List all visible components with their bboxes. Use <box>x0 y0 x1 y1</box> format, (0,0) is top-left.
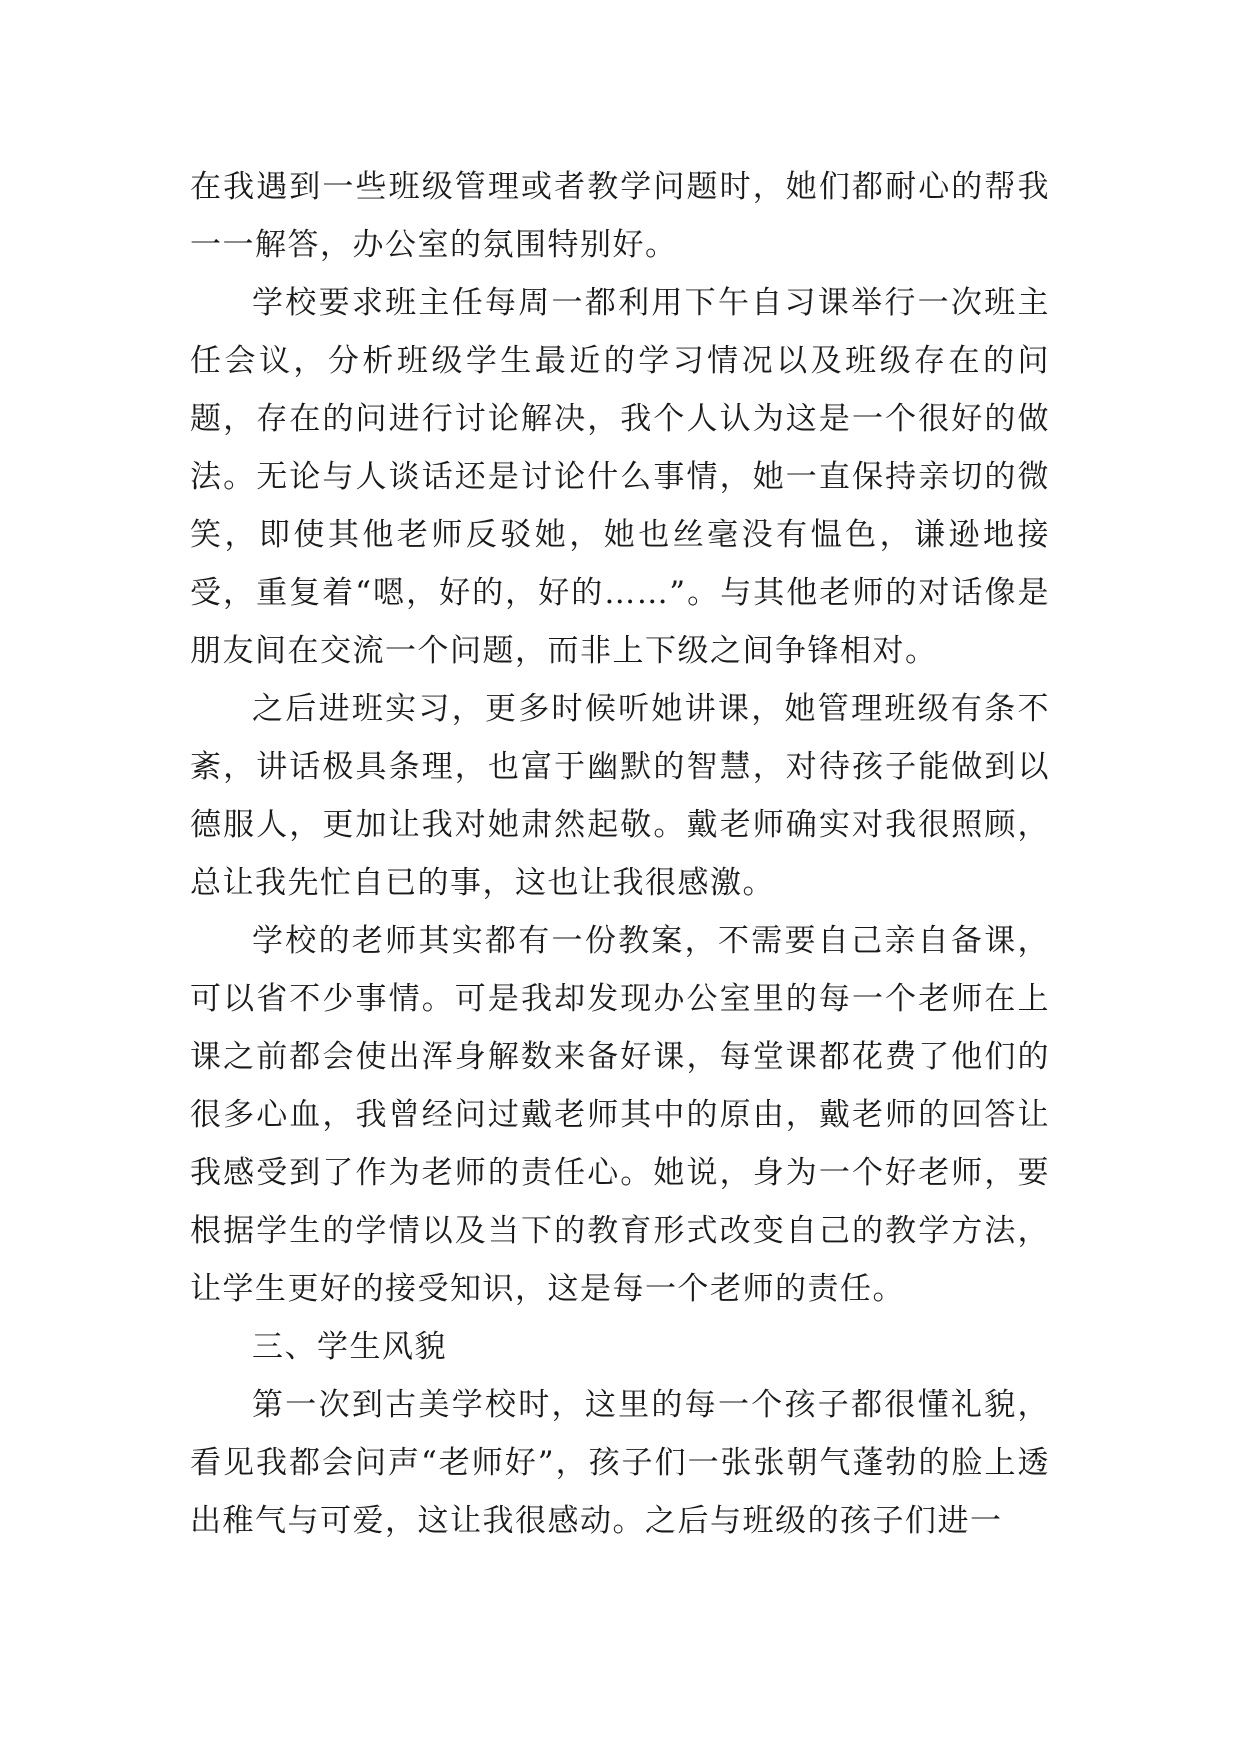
paragraph-lesson-preparation: 学校的老师其实都有一份教案，不需要自己亲自备课，可以省不少事情。可是我却发现办公室里的每一个老师在上课之前都会使出浑身解数来备好课，每堂课都花费了他们的很多心血，我曾经问过戴老师其中的原由，戴老师的回答让我感受到了作为老师的责任心。她说，身为一个好老师，要根据学生的学情以及当下的教育形式改变自己的教学方法，让学生更好的接受知识，这是每一个老师的责任。 <box>190 923 1050 1307</box>
document-body <box>190 158 1050 1550</box>
section-heading-student-style: 三、学生风貌 <box>252 1329 447 1365</box>
paragraph-internship-observation: 之后进班实习，更多时候听她讲课，她管理班级有条不紊，讲话极具条理，也富于幽默的智慧，对待孩子能做到以德服人，更加让我对她肃然起敬。戴老师确实对我很照顾，总让我先忙自已的事，这也让我很感激。 <box>190 691 1050 901</box>
paragraph-class-teacher-meeting: 学校要求班主任每周一都利用下午自习课举行一次班主任会议，分析班级学生最近的学习情况以及班级存在的问题，存在的问进行讨论解决，我个人认为这是一个很好的做法。无论与人谈话还是讨论什么事情，她一直保持亲切的微笑，即使其他老师反驳她，她也丝毫没有愠色，谦逊地接受，重复着“嗯，好的，好的……”。与其他老师的对话像是朋友间在交流一个问题，而非上下级之间争锋相对。 <box>190 285 1050 669</box>
paragraph-office-help: 在我遇到一些班级管理或者教学问题时，她们都耐心的帮我一一解答，办公室的氛围特别好。 <box>190 169 1050 263</box>
paragraph-first-visit: 第一次到古美学校时，这里的每一个孩子都很懂礼貌，看见我都会问声“老师好”，孩子们一张张朝气蓬勃的脸上透出稚气与可爱，这让我很感动。之后与班级的孩子们进一 <box>190 1387 1050 1539</box>
